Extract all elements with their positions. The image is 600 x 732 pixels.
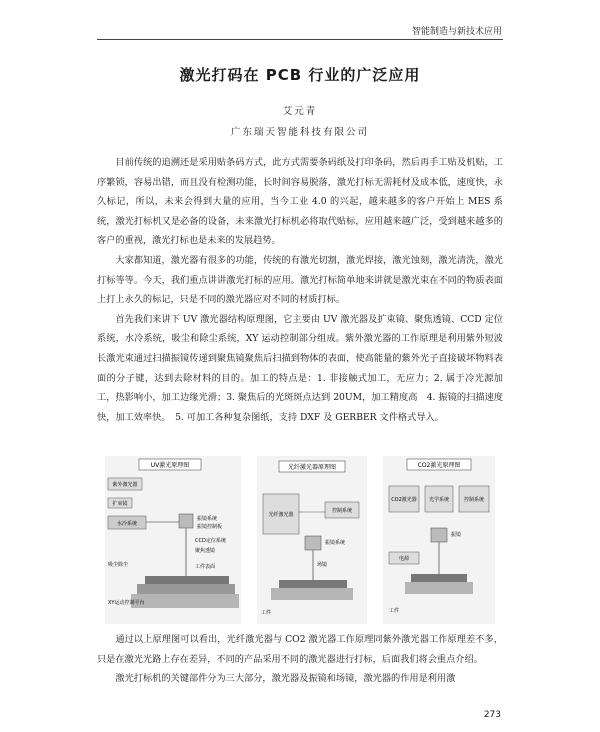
figure-co2-label-laser: CO2激光器	[391, 497, 417, 503]
journal-section-label: 智能制造与新技术应用	[411, 27, 502, 37]
paragraph-uv-principle: 首先我们来讲下 UV 激光器结构原理图，它主要由 UV 激光器及扩束镜、聚焦透镜、CCD 定位系统，水冷系统，吸尘和除尘系统，XY 运动控制部分组成。紫外激光器的工作原理是利用紫外短波长激光束通过扫描振镜传递到聚焦镜聚焦后扫描到物体的表面，使高能量的紫外光子直接破坏物料表面的分子键，达到去除材料的目的。加工的特点是：1. 非接触式加工，无应力；2. 属于冷光源加工，热影响小，加工边缘光滑；3. 聚焦后的光斑斑点达到 20UM，加工精度高 4. 振镜的扫描速度快，加工效率快。 5. 可加工各种复杂图纸，支持 DXF 及 GERBER 文件格式导入。	[97, 313, 503, 423]
figure-uv-label-ccd: CCD定位系统	[195, 538, 226, 544]
figure-uv-label-xy: XY运动控制平台	[108, 600, 145, 606]
figure-fiber-label-ctrl: 控制系统	[331, 508, 353, 514]
paragraph-key-components: 激光打标机的关键部件分为三大部分，激光器及振镜和场镜，激光器的作用是利用激	[115, 673, 456, 685]
figure-uv-label-expander: 扩束镜	[112, 501, 128, 507]
figure-fiber-title: 光纤激光器原理图	[287, 464, 337, 471]
figure-uv-label-dust: 吸尘除尘	[108, 562, 129, 568]
figure-fiber-label-laser: 光纤激光器	[268, 512, 294, 518]
figure-uv-label-laser: 紫外激光器	[112, 482, 138, 488]
paragraph-intro: 目前传统的追溯还是采用贴条码方式，此方式需要条码纸及打印条码，然后再手工贴及机贴，工序繁锁，容易出错，而且没有检测功能，长时间容易脱落，激光打标无需耗材及成本低，速度快，永久标记，所以，未来会得到大量的应用，当今工业 4.0 的兴起，越来越多的客户开始上 MES 系统，激光打标机又是必备的设备，未来激光打标机必将取代贴标，应用越来越广泛，受到越来越多的客户的重视，激光打标也是未来的发展趋势。	[97, 157, 503, 247]
figure-co2-label-optics: 光学系统	[428, 497, 450, 503]
article-title: 激光打码在 PCB 行业的广泛应用	[179, 66, 421, 84]
figure-co2-label-workpiece: 工件	[389, 608, 400, 614]
page-number: 273	[483, 710, 501, 720]
author-name: 艾元青	[282, 106, 318, 117]
figure-co2-title: CO2激光原理图	[417, 462, 461, 469]
paragraph-laser-functions: 大家都知道，激光器有很多的功能，传统的有激光切割，激光焊接，激光蚀刻，激光清洗，激光打标等等。今天，我们重点讲讲激光打标的应用。激光打标简单地来讲就是激光束在不同的物质表面上打上永久的标记，只是不同的激光器应对不同的材质打标。	[97, 254, 503, 306]
article-body	[97, 153, 503, 427]
figure-uv-title: UV激光原理图	[150, 462, 190, 469]
figure-uv-label-cooling: 水冷系统	[116, 521, 138, 527]
figure-uv-laser	[105, 456, 241, 624]
figure-fiber-laser	[257, 456, 367, 624]
header-rule	[97, 39, 503, 40]
paragraph-figure-summary: 通过以上原理图可以看出，光纤激光器与 CO2 激光器工作原理同紫外激光器工作原理差不多，只是在激光光路上存在差异，不同的产品采用不同的激光器进行打标，后面我们将会重点介绍。	[97, 634, 503, 665]
figure-fiber-label-workpiece: 工件	[261, 610, 272, 616]
figure-uv-label-workpiece: 工件表面	[195, 564, 216, 570]
figure-fiber-label-galvo: 振镜系统	[325, 540, 346, 546]
figure-fiber-label-lens: 场镜	[317, 562, 328, 568]
figure-co2-label-power: 电源	[398, 556, 410, 562]
figure-co2-label-galvo: 振镜	[451, 532, 462, 538]
figure-row	[97, 456, 503, 624]
figure-co2-label-ctrl: 控制系统	[463, 497, 485, 503]
figure-uv-label-galvo: 振镜系统	[197, 516, 218, 522]
author-affiliation: 广东瑞天智能科技有限公司	[230, 127, 369, 138]
figure-co2-laser	[383, 456, 495, 624]
figure-uv-label-galvo-ctrl: 振镜控制板	[197, 524, 223, 530]
article-body-continued	[97, 630, 503, 689]
figure-uv-label-focus: 聚焦透镜	[195, 548, 216, 554]
